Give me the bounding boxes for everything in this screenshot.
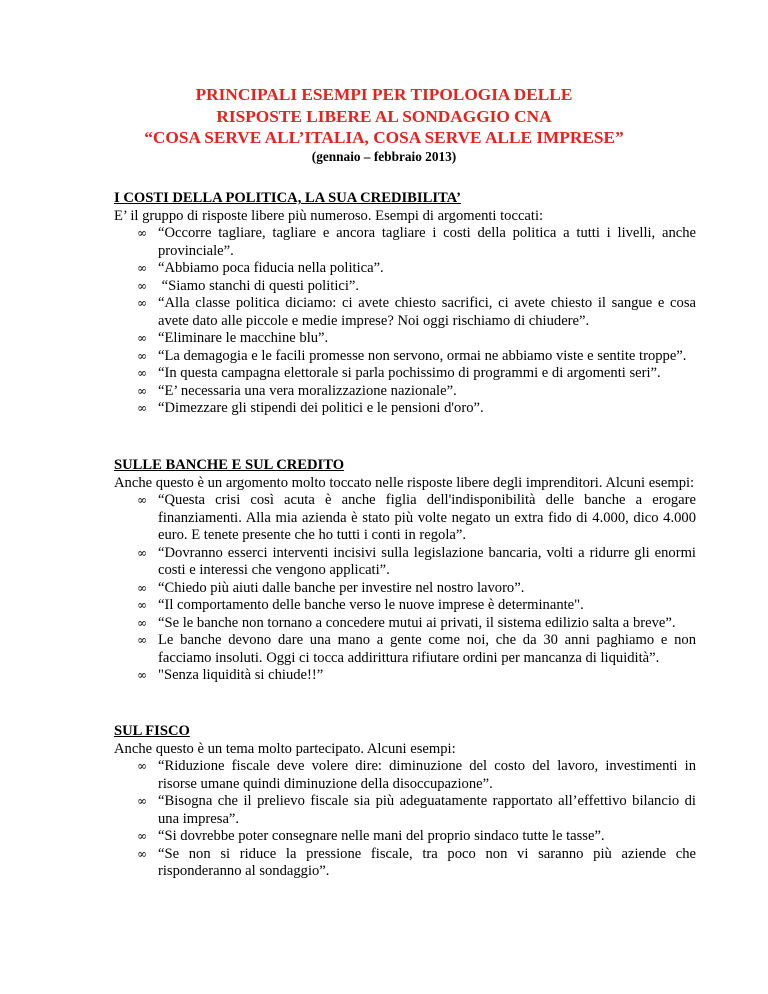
bullet-list xyxy=(114,492,696,685)
title-line-1: PRINCIPALI ESEMPI PER TIPOLOGIA DELLE xyxy=(195,85,573,104)
list-item: ∞ “Il comportamento delle banche verso le nuove imprese è determinante". xyxy=(137,597,584,613)
list-item: ∞ Le banche devono dare una mano a gente come noi, che da 30 anni paghiamo e non facciamo insoluti. Oggi ci tocca addirittura rifiutare ordini per mancanza di liquidità”. xyxy=(137,632,696,666)
section-heading: SUL FISCO xyxy=(114,723,190,739)
infinity-bullet-icon: ∞ xyxy=(137,668,147,682)
list-item: ∞ “Abbiamo poca fiducia nella politica”. xyxy=(137,260,384,276)
list-item: ∞ “Siamo stanchi di questi politici”. xyxy=(137,277,360,294)
list-item: ∞ “La demagogia e le facili promesse non servono, ormai ne abbiamo viste e sentite troppe”. xyxy=(137,347,687,364)
section-heading: I COSTI DELLA POLITICA, LA SUA CREDIBILITA’ xyxy=(114,190,461,206)
list-item: ∞ “Eliminare le macchine blu”. xyxy=(137,330,329,346)
infinity-bullet-icon: ∞ xyxy=(137,366,147,380)
list-item: ∞ “Dimezzare gli stipendi dei politici e le pensioni d'oro”. xyxy=(137,400,484,416)
title-line-3: “COSA SERVE ALL’ITALIA, COSA SERVE ALLE IMPRESE” xyxy=(144,128,624,147)
list-item: ∞ “Alla classe politica diciamo: ci avete chiesto sacrifici, ci avete chiesto il sangue e cosa avete dato alle piccole e medie imprese? Noi oggi rischiamo di chiudere”. xyxy=(137,295,696,329)
infinity-bullet-icon: ∞ xyxy=(137,794,147,808)
infinity-bullet-icon: ∞ xyxy=(137,331,147,345)
bullet-list xyxy=(114,758,696,881)
infinity-bullet-icon: ∞ xyxy=(137,278,147,293)
list-item: ∞ “Se le banche non tornano a concedere mutui ai privati, il sistema edilizio salta a breve”. xyxy=(137,614,676,631)
section-banks-credit xyxy=(114,457,696,685)
section-taxation xyxy=(114,723,696,881)
list-item: ∞ “Si dovrebbe poter consegnare nelle mani del proprio sindaco tutte le tasse”. xyxy=(137,828,605,844)
infinity-bullet-icon: ∞ xyxy=(137,615,147,630)
infinity-bullet-icon: ∞ xyxy=(137,383,147,398)
section-intro: Anche questo è un argomento molto toccato nelle risposte libere degli imprenditori. Alcuni esempi: xyxy=(114,474,695,491)
list-item: ∞ “Questa crisi così acuta è anche figlia dell'indisponibilità delle banche a erogare finanziamenti. Alla mia azienda è stato più volte negato un extra fido di 4.000, dico 4.000 euro. E tenete presente che ho tutti i conti in regola”. xyxy=(137,492,696,543)
infinity-bullet-icon: ∞ xyxy=(137,226,147,240)
document-title xyxy=(0,84,768,149)
list-item: ∞ “Occorre tagliare, tagliare e ancora tagliare i costi della politica a tutti i livelli, anche provinciale”. xyxy=(137,225,696,259)
section-intro: Anche questo è un tema molto partecipato. Alcuni esempi: xyxy=(114,740,456,757)
bullet-list xyxy=(114,225,696,418)
infinity-bullet-icon: ∞ xyxy=(137,296,147,310)
document-subtitle: (gennaio – febbraio 2013) xyxy=(311,149,457,164)
infinity-bullet-icon: ∞ xyxy=(137,829,147,843)
list-item: ∞ “In questa campagna elettorale si parla pochissimo di programmi e di argomenti seri”. xyxy=(137,365,661,381)
list-item: ∞ “Chiedo più aiuti dalle banche per investire nel nostro lavoro”. xyxy=(137,579,525,596)
list-item: ∞ “E’ necessaria una vera moralizzazione nazionale”. xyxy=(137,382,457,399)
infinity-bullet-icon: ∞ xyxy=(137,545,147,560)
section-intro: E’ il gruppo di risposte libere più numeroso. Esempi di argomenti toccati: xyxy=(114,207,544,224)
infinity-bullet-icon: ∞ xyxy=(137,580,147,595)
section-politics xyxy=(114,190,696,418)
infinity-bullet-icon: ∞ xyxy=(137,598,147,612)
section-heading: SULLE BANCHE E SUL CREDITO xyxy=(114,457,345,473)
title-line-2: RISPOSTE LIBERE AL SONDAGGIO CNA xyxy=(216,106,552,126)
infinity-bullet-icon: ∞ xyxy=(137,348,147,363)
infinity-bullet-icon: ∞ xyxy=(137,493,147,507)
list-item: ∞ "Senza liquidità si chiude!!” xyxy=(137,667,324,683)
list-item: ∞ “Se non si riduce la pressione fiscale, tra poco non vi saranno più aziende che risponderanno al sondaggio”. xyxy=(137,845,696,879)
list-item: ∞ “Riduzione fiscale deve volere dire: diminuzione del costo del lavoro, investimenti in risorse umane quindi diminuzione della disoccupazione”. xyxy=(137,758,696,792)
infinity-bullet-icon: ∞ xyxy=(137,846,147,861)
infinity-bullet-icon: ∞ xyxy=(137,261,147,275)
infinity-bullet-icon: ∞ xyxy=(137,759,147,773)
list-item: ∞ “Dovranno esserci interventi incisivi sulla legislazione bancaria, volti a ridurre gli enormi costi e interessi che vengono applicati”. xyxy=(137,544,696,578)
list-item: ∞ “Bisogna che il prelievo fiscale sia più adeguatamente rapportato all’effettivo bilancio di una impresa”. xyxy=(137,793,696,827)
infinity-bullet-icon: ∞ xyxy=(137,633,147,647)
infinity-bullet-icon: ∞ xyxy=(137,401,147,415)
